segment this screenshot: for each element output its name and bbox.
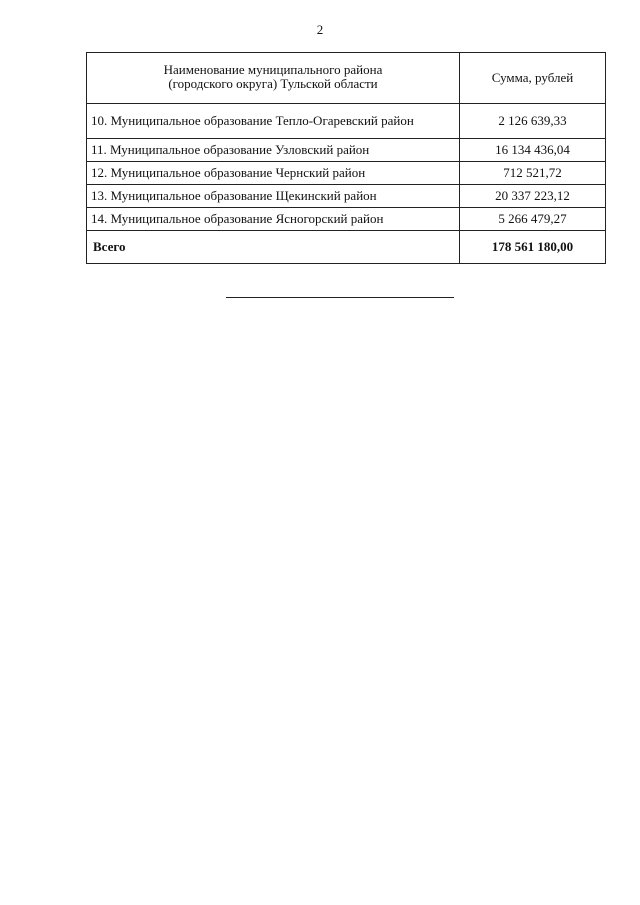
table-row xyxy=(87,162,606,185)
total-row xyxy=(87,231,606,264)
district-sum-cell: 712 521,72 xyxy=(460,162,606,185)
district-name-cell: 14. Муниципальное образование Ясногорский район xyxy=(87,208,460,231)
district-sum-cell: 20 337 223,12 xyxy=(460,185,606,208)
total-label: Всего xyxy=(87,231,460,264)
header-sum: Сумма, рублей xyxy=(460,53,606,104)
table-row xyxy=(87,185,606,208)
district-sum-cell: 5 266 479,27 xyxy=(460,208,606,231)
district-name-cell: 13. Муниципальное образование Щекинский район xyxy=(87,185,460,208)
district-name-cell: 10. Муниципальное образование Тепло-Огаревский район xyxy=(87,104,460,139)
table-row xyxy=(87,139,606,162)
allocation-table xyxy=(86,52,606,264)
district-name-cell: 11. Муниципальное образование Узловский район xyxy=(87,139,460,162)
header-district-name xyxy=(87,53,460,104)
table-header-row xyxy=(87,53,606,104)
district-sum-cell: 2 126 639,33 xyxy=(460,104,606,139)
page-number: 2 xyxy=(316,22,324,37)
end-separator-line xyxy=(226,297,454,298)
table-row xyxy=(87,208,606,231)
total-sum: 178 561 180,00 xyxy=(460,231,606,264)
district-sum-cell: 16 134 436,04 xyxy=(460,139,606,162)
district-name-cell: 12. Муниципальное образование Чернский район xyxy=(87,162,460,185)
table-row xyxy=(87,104,606,139)
header-district-name-text: Наименование муниципального района (городского округа) Тульской области xyxy=(163,62,383,91)
